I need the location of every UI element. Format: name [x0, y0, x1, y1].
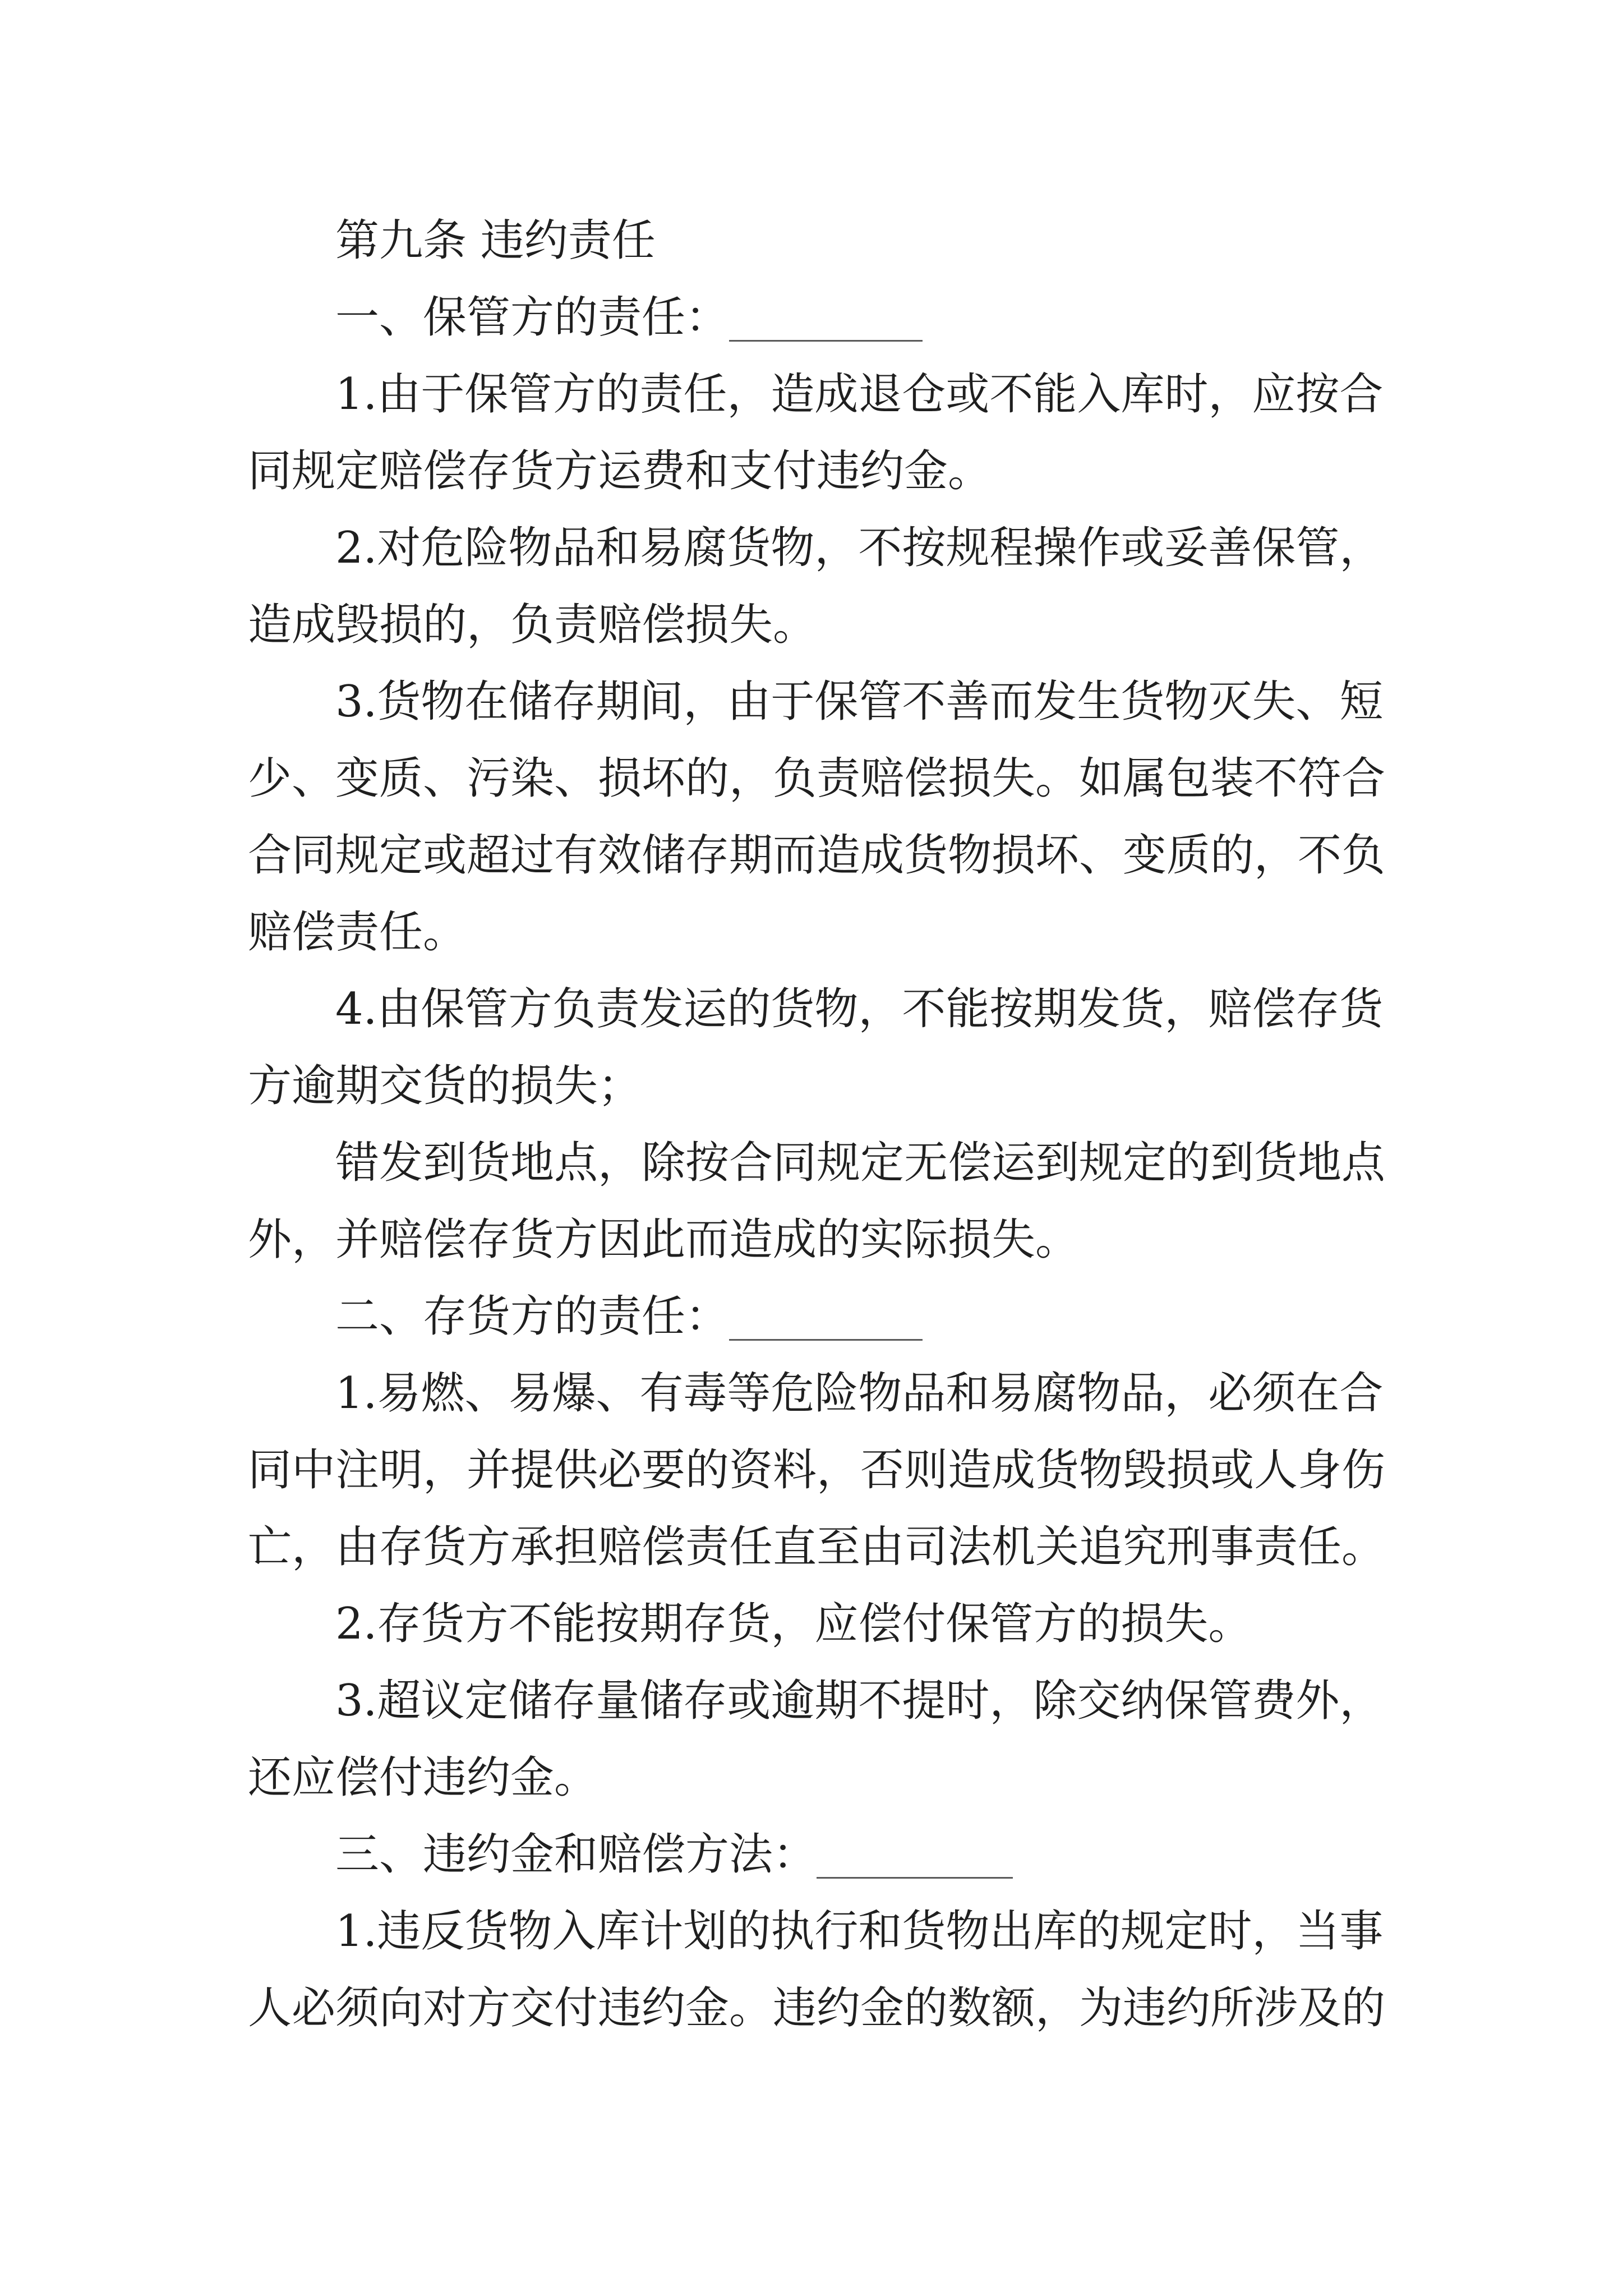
- text-line: 人必须向对方交付违约金。违约金的数额，为违约所涉及的: [248, 1983, 1386, 2033]
- text-line: 外，并赔偿存货方因此而造成的实际损失。: [248, 1214, 1080, 1265]
- paragraph: [248, 510, 1426, 664]
- text-line: 造成毁损的，负责赔偿损失。: [248, 600, 817, 650]
- paragraph: [248, 971, 1426, 1125]
- text-line: 2.对危险物品和易腐货物，不按规程操作或妥善保管，: [335, 523, 1384, 573]
- paragraph: [248, 356, 1426, 510]
- fill-in-blank-line: [729, 340, 923, 342]
- text-line: 1.违反货物入库计划的执行和货物出库的规定时，当事: [335, 1906, 1384, 1957]
- text-line: 同中注明，并提供必要的资料，否则造成货物毁损或人身伤: [248, 1445, 1386, 1496]
- paragraph: [248, 1125, 1426, 1278]
- fill-in-blank-line: [729, 1339, 923, 1341]
- text-line: 4.由保管方负责发运的货物，不能按期发货，赔偿存货: [335, 984, 1384, 1034]
- paragraph: [248, 1586, 1426, 1663]
- text-line: 还应偿付违约金。: [248, 1752, 598, 1803]
- article-title: 第九条 违约责任: [335, 215, 656, 266]
- document-body: [248, 203, 1426, 2047]
- text-line: 合同规定或超过有效储存期而造成货物损坏、变质的，不负: [248, 830, 1386, 881]
- text-line: 少、变质、污染、损坏的，负责赔偿损失。如属包装不符合: [248, 753, 1386, 804]
- text-line: 1.由于保管方的责任，造成退仓或不能入库时，应按合: [335, 369, 1384, 420]
- paragraph: [248, 1893, 1426, 2047]
- text-line: 同规定赔偿存货方运费和支付违约金。: [248, 446, 992, 496]
- text-line: 3.超议定储存量储存或逾期不提时，除交纳保管费外，: [335, 1676, 1384, 1726]
- section-heading-text: 三、违约金和赔偿方法：: [335, 1829, 817, 1880]
- section-heading-text: 二、存货方的责任：: [335, 1291, 730, 1342]
- paragraph: [248, 664, 1426, 971]
- text-line: 亡，由存货方承担赔偿责任直至由司法机关追究刑事责任。: [248, 1522, 1386, 1572]
- section-heading: [248, 1278, 1426, 1355]
- text-line: 错发到货地点，除按合同规定无偿运到规定的到货地点: [335, 1138, 1386, 1188]
- text-line: 3.货物在储存期间，由于保管不善而发生货物灭失、短: [335, 677, 1384, 727]
- paragraph: [248, 1355, 1426, 1586]
- text-line: 赔偿责任。: [248, 907, 467, 958]
- section-heading: [248, 279, 1426, 356]
- text-line: 1.易燃、易爆、有毒等危险物品和易腐物品，必须在合: [335, 1368, 1384, 1419]
- section-heading-text: 一、保管方的责任：: [335, 292, 730, 343]
- text-line: 2.存货方不能按期存货，应偿付保管方的损失。: [335, 1599, 1252, 1649]
- section-heading: [248, 1816, 1426, 1893]
- fill-in-blank-line: [817, 1877, 1013, 1879]
- text-line: 方逾期交货的损失；: [248, 1061, 642, 1111]
- paragraph: [248, 1663, 1426, 1816]
